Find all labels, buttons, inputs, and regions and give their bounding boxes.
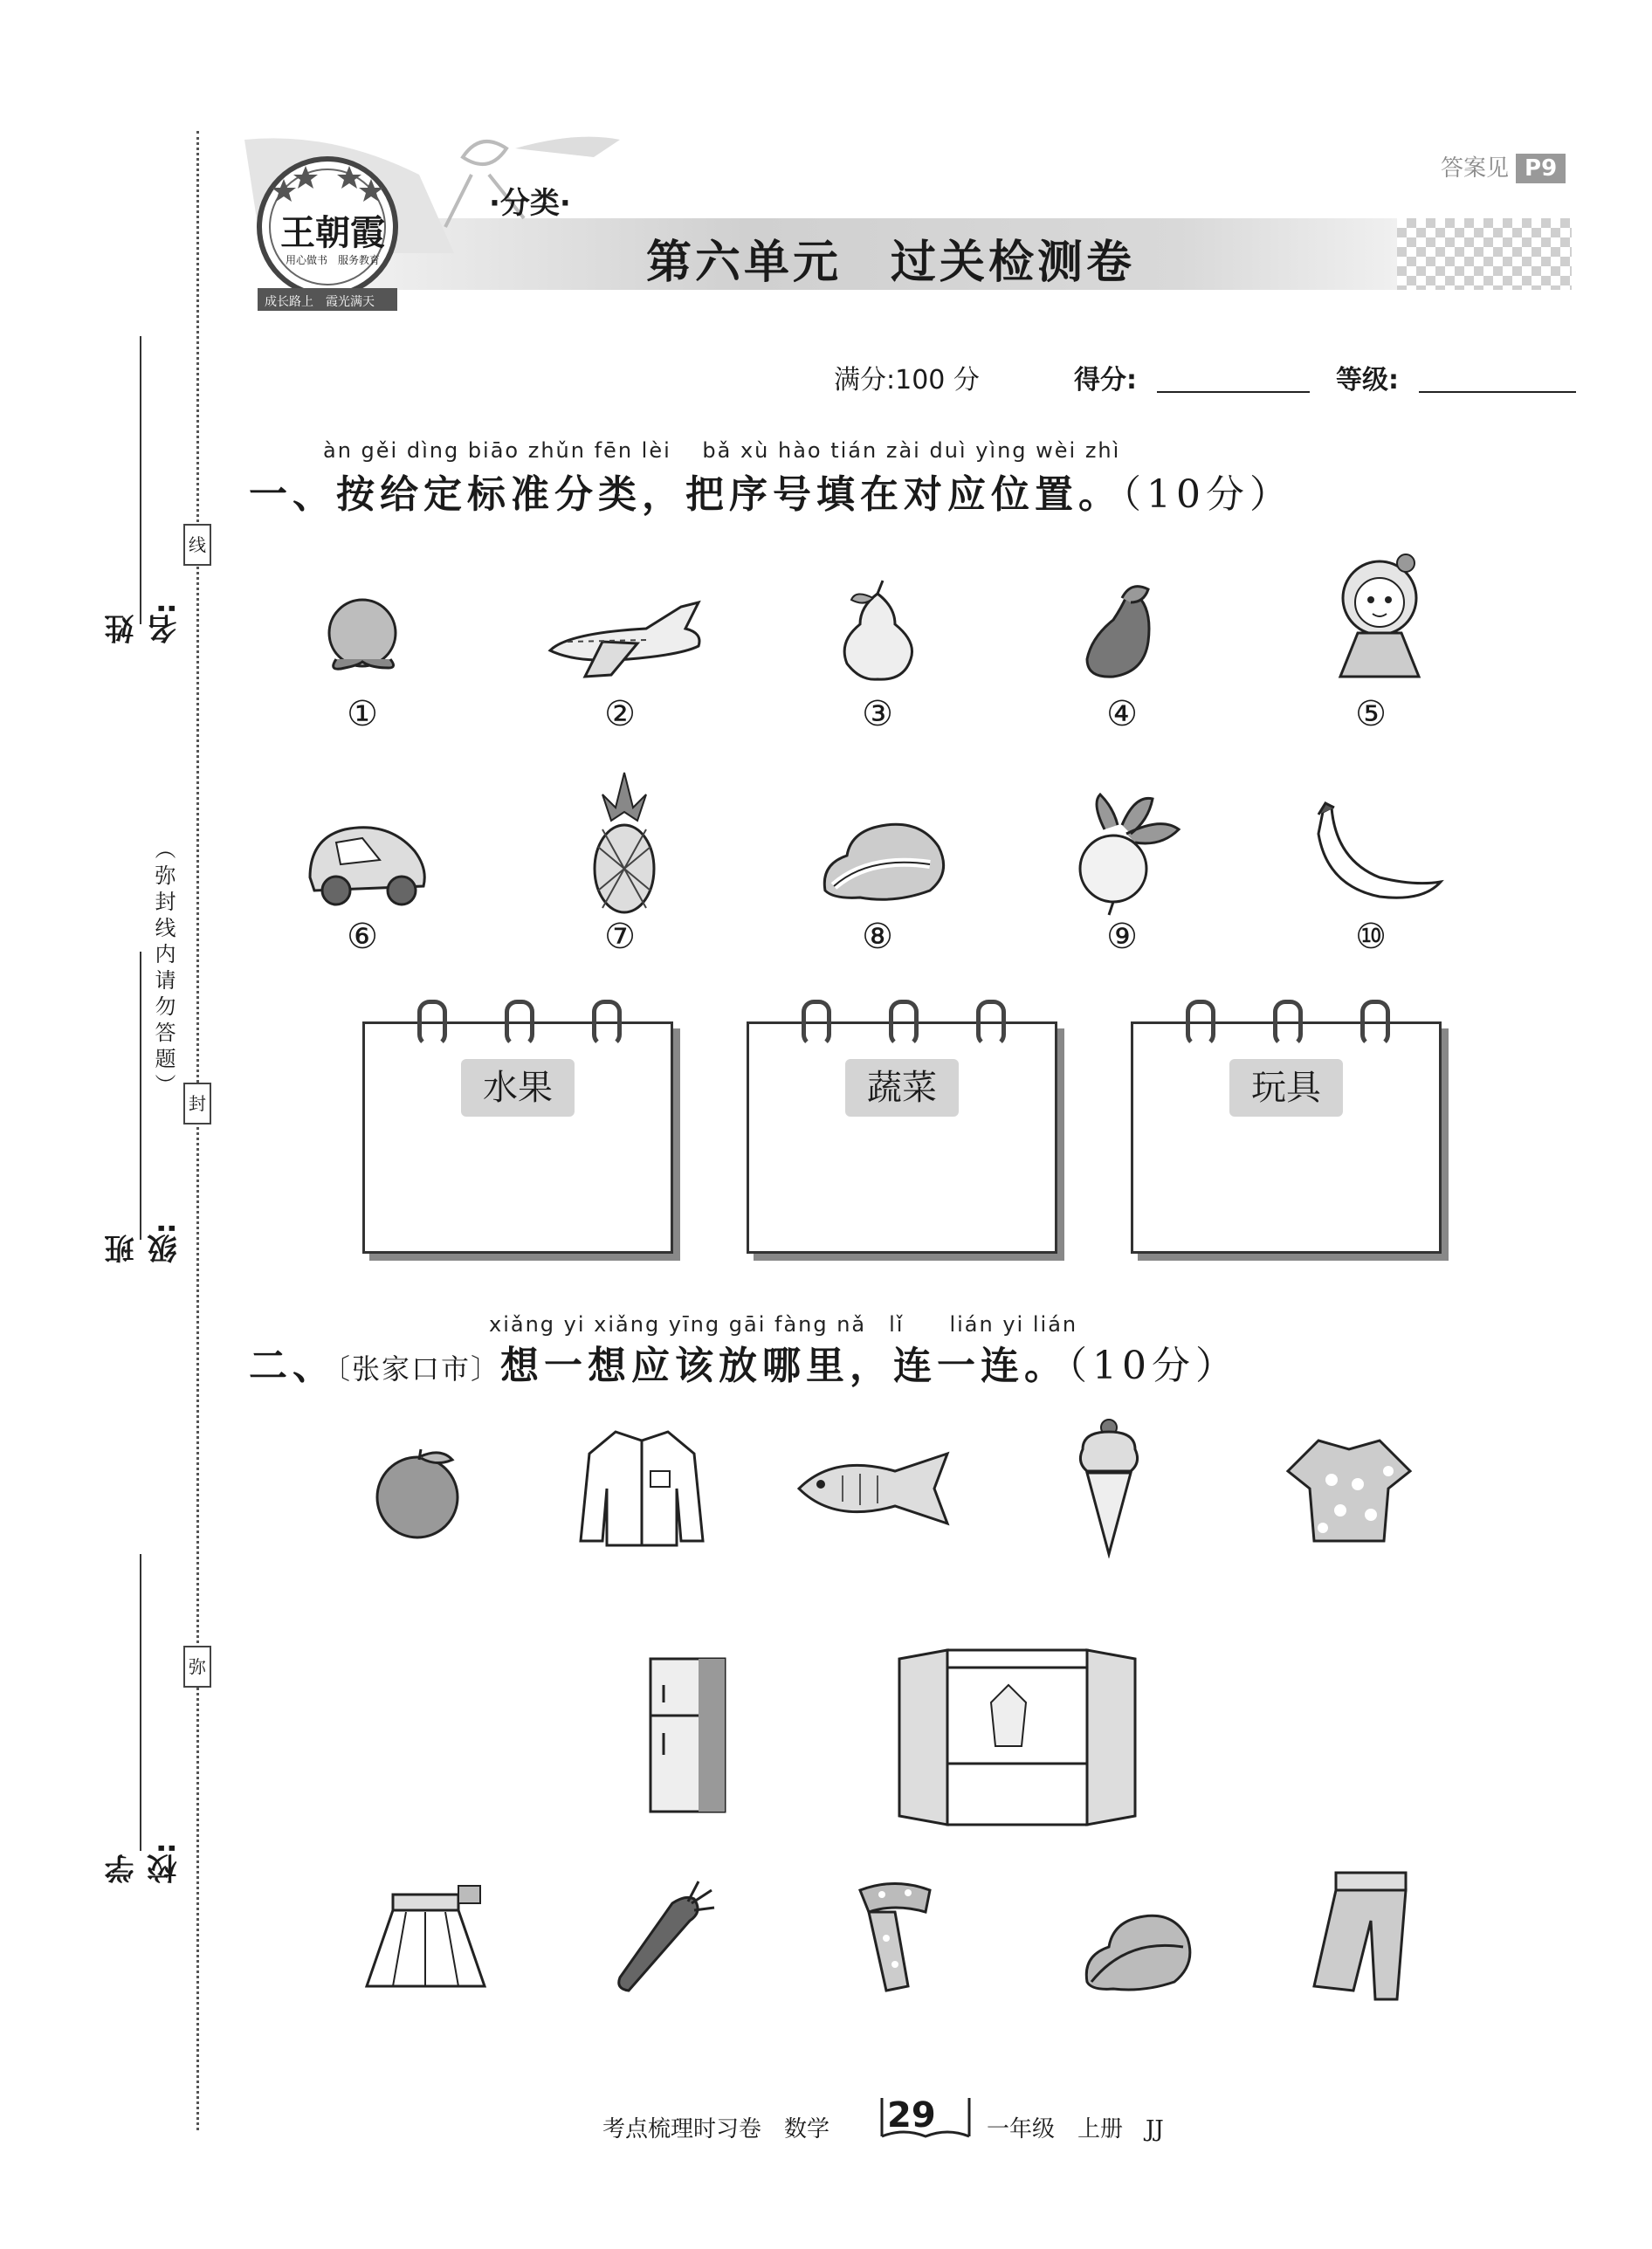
page-title: 第六单元 过关检测卷 [646, 237, 1136, 289]
ring-icon [802, 1000, 831, 1047]
q1-pinyin: àn gěi dìng biāo zhǔn fēn lèi bǎ xù hào tián zài duì yìng wèi zhì [323, 438, 1121, 463]
footer-right: 一年级 上册 JJ [987, 2116, 1164, 2142]
fridge-icon[interactable] [646, 1654, 729, 1816]
page-number: 29 [887, 2095, 936, 2136]
full-score: 满分:100 分 [834, 365, 980, 395]
apple-icon[interactable] [367, 1441, 472, 1545]
class-label: 班级: [105, 1222, 182, 1264]
q1-text [249, 463, 1293, 519]
pants-icon[interactable] [1310, 1868, 1423, 2008]
wardrobe-icon[interactable] [895, 1641, 1139, 1829]
q2-text [249, 1334, 1239, 1390]
name-blank[interactable] [140, 336, 141, 624]
q1-num-5: ⑤ [1355, 694, 1387, 734]
ring-icon [1273, 1000, 1303, 1047]
ring-icon [889, 1000, 919, 1047]
q1-num-7: ⑦ [604, 917, 636, 957]
pineapple-icon [581, 768, 668, 917]
q1-question: 一、按给定标准分类，把序号填在对应位置。 [249, 472, 1122, 517]
ring-icon [976, 1000, 1006, 1047]
peach-icon [310, 585, 415, 681]
footer-left: 考点梳理时习卷 数学 [602, 2116, 830, 2142]
q1-points: （10分） [1122, 472, 1293, 517]
answer-label: 答案见 [1441, 155, 1510, 182]
ice-cream-icon[interactable] [1070, 1410, 1148, 1558]
q1-num-3: ③ [862, 694, 893, 734]
fruit-box-label: 水果 [461, 1059, 575, 1117]
shirt-icon[interactable] [1284, 1432, 1415, 1550]
q1-num-9: ⑨ [1106, 917, 1138, 957]
ring-icon [417, 1000, 447, 1047]
fruit-box[interactable] [362, 1021, 673, 1254]
logo-slogan: 成长路上 霞光满天 [265, 295, 375, 309]
toy-car-icon [301, 803, 432, 908]
q2-prefix: 二、 [249, 1344, 336, 1388]
ring-icon [592, 1000, 622, 1047]
radish-icon [1057, 786, 1187, 917]
fish-icon[interactable] [790, 1441, 956, 1537]
q1-num-2: ② [604, 694, 636, 734]
scarf-icon[interactable] [847, 1877, 943, 1999]
binding-note: （弥封线内请勿答题） [151, 838, 176, 1100]
doll-icon [1310, 546, 1441, 690]
vegetable-box-label: 蔬菜 [845, 1059, 959, 1117]
brand-logo [249, 144, 406, 319]
answer-page: P9 [1516, 154, 1566, 183]
score-label: 得分: [1074, 365, 1137, 395]
skirt-icon[interactable] [362, 1881, 493, 1995]
answer-reference [1441, 150, 1566, 182]
banner-checker-pattern [1397, 218, 1572, 290]
class-blank[interactable] [140, 952, 141, 1240]
logo-motto: 用心做书 服务教育 [286, 254, 381, 266]
school-label: 学校: [105, 1842, 182, 1884]
vegetable-box[interactable] [747, 1021, 1057, 1254]
ring-icon [1360, 1000, 1390, 1047]
q1-num-6: ⑥ [347, 917, 378, 957]
q1-num-1: ① [347, 694, 378, 734]
eggplant-icon [1070, 572, 1166, 685]
q1-num-4: ④ [1106, 694, 1138, 734]
banana-icon [1301, 799, 1449, 904]
q2-pinyin: xiǎng yi xiǎng yīng gāi fàng nǎ lǐ lián yi lián [489, 1312, 1078, 1337]
carrot-icon[interactable] [611, 1877, 716, 1999]
seal-mark-line: 线 [183, 524, 211, 566]
q1-num-10: ⑩ [1355, 917, 1387, 957]
airplane-icon [541, 581, 707, 685]
school-blank[interactable] [140, 1554, 141, 1851]
q1-num-8: ⑧ [862, 917, 893, 957]
q2-points: （10分） [1068, 1344, 1240, 1388]
score-blank[interactable] [1157, 391, 1310, 393]
pear-icon [825, 572, 930, 685]
q2-city: 〔张家口市〕 [336, 1352, 501, 1386]
name-label: 姓名: [105, 602, 182, 644]
toy-box-label: 玩具 [1229, 1059, 1343, 1117]
jacket-icon[interactable] [576, 1419, 707, 1550]
ring-icon [1186, 1000, 1215, 1047]
grade-label: 等级: [1336, 365, 1399, 395]
binding-dotted-line [196, 131, 199, 2130]
ring-icon [505, 1000, 534, 1047]
toy-box[interactable] [1131, 1021, 1442, 1254]
category-label: ·分类· [489, 186, 571, 221]
q2-question: 想一想应该放哪里，连一连。 [500, 1344, 1069, 1388]
seal-mark-mi: 弥 [183, 1646, 211, 1688]
cabbage-icon[interactable] [1074, 1886, 1196, 1999]
seal-mark-seal: 封 [183, 1083, 211, 1124]
logo-name: 王朝霞 [280, 212, 385, 253]
cabbage-icon [808, 794, 956, 908]
grade-blank[interactable] [1419, 391, 1576, 393]
